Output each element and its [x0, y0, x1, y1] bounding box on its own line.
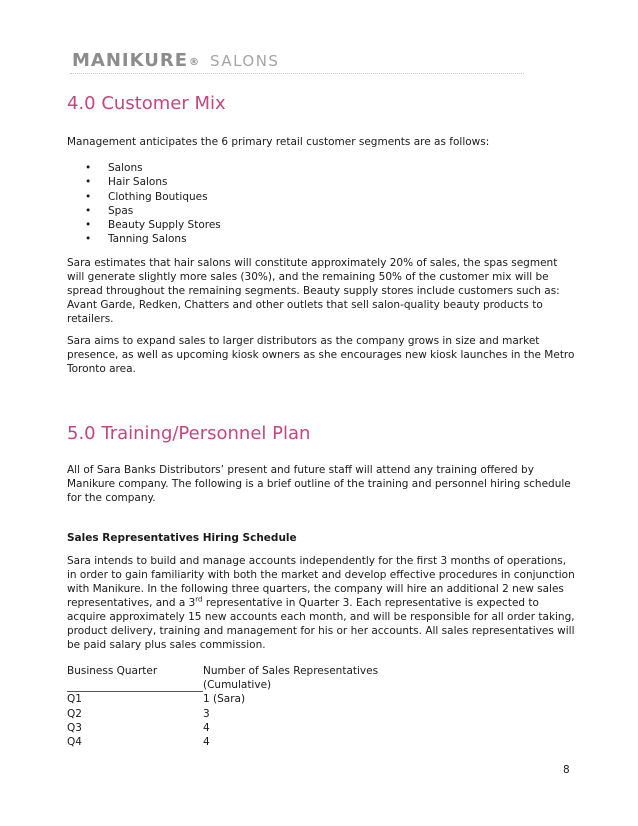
column-header: Number of Sales Representatives (Cumulative) — [203, 664, 379, 692]
table-cell: 1 (Sara) — [203, 693, 246, 706]
brand-name: MANIKURE — [72, 50, 189, 71]
page-content — [67, 93, 577, 750]
table-header-row — [67, 664, 397, 693]
table-cell: 4 — [203, 721, 210, 734]
table-cell: 3 — [203, 707, 210, 720]
segment-list — [67, 161, 577, 247]
table-cell: Q1 — [67, 693, 82, 706]
hiring-text-a: Sara intends to build and manage accounts independently for the first 3 months of operations, in order to gain familiarity with both the market and develop effective procedures in conjunction with Manikure. In the following three quarters, the company will hire an additional 2 new sales representatives, and a 3 — [67, 554, 575, 609]
table-row — [67, 707, 397, 721]
list-item: • Clothing Boutiques — [85, 190, 577, 204]
page-header — [72, 50, 279, 71]
hiring-table — [67, 664, 397, 750]
table-row — [67, 692, 397, 706]
brand-subtitle: SALONS — [210, 52, 280, 70]
table-cell: 4 — [203, 736, 210, 749]
table-row — [67, 735, 397, 749]
hiring-paragraph — [67, 554, 577, 652]
table-row — [67, 721, 397, 735]
section-title-training: 5.0 Training/Personnel Plan — [67, 422, 311, 444]
registered-mark: ® — [189, 57, 201, 68]
customer-mix-intro: Management anticipates the 6 primary retail customer segments are as follows: — [67, 136, 490, 148]
list-item: • Spas — [85, 204, 577, 218]
hiring-schedule-heading: Sales Representatives Hiring Schedule — [67, 531, 297, 544]
list-item: • Beauty Supply Stores — [85, 218, 577, 232]
ordinal-suffix: rd — [195, 595, 203, 604]
list-item: • Salons — [85, 161, 577, 175]
brand-logo — [72, 50, 279, 71]
table-cell: Q4 — [67, 736, 82, 749]
page-number: 8 — [563, 764, 570, 776]
hiring-text-b: representative in Quarter 3. Each representative is expected to acquire approximately 15 new accounts each month, and will be responsible for all order taking, product delivery, training and management for his or her accounts. All sales representatives will be paid salary plus sales commission. — [67, 596, 575, 651]
list-item: • Tanning Salons — [85, 232, 577, 246]
table-cell: Q2 — [67, 707, 82, 720]
header-divider — [70, 73, 524, 74]
customer-mix-paragraph: Sara estimates that hair salons will constitute approximately 20% of sales, the spas segment will generate slightly more sales (30%), and the remaining 50% of the customer mix will be spread throughout the remaining segments. Beauty supply stores include customers such as: Avant Garde, Redken, Chatters and other outlets that sell salon-quality beauty products to retailers. — [67, 256, 560, 325]
section-title-customer-mix: 4.0 Customer Mix — [67, 93, 226, 114]
expansion-paragraph: Sara aims to expand sales to larger distributors as the company grows in size and market presence, as well as upcoming kiosk owners as she encourages new kiosk launches in the Metro Toronto area. — [67, 334, 575, 375]
list-item: • Hair Salons — [85, 175, 577, 189]
training-paragraph: All of Sara Banks Distributors’ present and future staff will attend any training offered by Manikure company. The following is a brief outline of the training and personnel hiring schedule for the company. — [67, 463, 571, 504]
column-header: Business Quarter — [67, 664, 203, 693]
table-cell: Q3 — [67, 721, 82, 734]
